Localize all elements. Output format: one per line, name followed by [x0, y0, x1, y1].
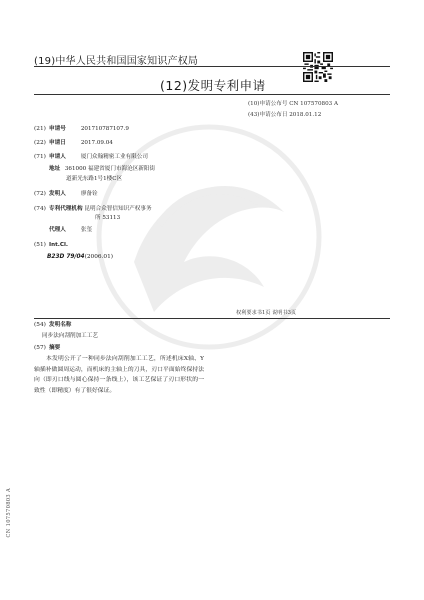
abstract-divider: [34, 318, 390, 319]
field-label: 申请人: [49, 154, 66, 160]
header-divider: [34, 66, 390, 67]
field-label: 发明人: [49, 191, 66, 197]
field-label: 申请号: [49, 126, 66, 132]
field-code: (51): [34, 242, 46, 248]
ipc-classification: [47, 254, 113, 260]
invention-title: 同步法向刮削加工工艺: [42, 333, 98, 339]
agency-name-line-2: 所 53113: [95, 215, 121, 221]
inventor-name: 廖备铨: [80, 191, 98, 197]
int-cl-row: [34, 241, 79, 250]
application-number-row: [34, 125, 129, 134]
application-date: 2017.09.04: [80, 140, 113, 146]
field-label: 申请日: [49, 140, 66, 146]
field-code: (72): [34, 191, 46, 197]
field-label: 地址: [49, 166, 61, 172]
field-label: Int.Cl.: [49, 242, 69, 248]
document-type: (12)发明专利申请: [160, 78, 266, 93]
abstract-text: 本发明公开了一种同步法向刮削加工工艺，所述机床X轴、Y轴插补做圆周运动，而机床的主轴上的刀具，刃口平面始终保持法向（即刃口线与圆心保持一条线上），该工艺保证了刃口形状的一致性（即精度）有了很好保证。: [34, 356, 204, 394]
field-code: (57): [34, 345, 46, 351]
field-label: 发明名称: [49, 322, 72, 328]
inventor-row: [34, 190, 98, 199]
pages-note: 权利要求书1页 说明书3页: [236, 310, 297, 316]
field-code: (74): [34, 206, 46, 212]
address-line-1: 361000 福建省厦门市海沧区新阳街: [64, 166, 156, 172]
ipc-version: (2006.01): [84, 254, 114, 260]
abstract-head: [34, 344, 60, 353]
field-code: (22): [34, 140, 46, 146]
agent-row: [49, 226, 92, 235]
field-label: 专利代理机构: [49, 206, 83, 212]
agent-name: 张玺: [80, 227, 93, 233]
watermark-emblem-icon: [84, 112, 334, 362]
agency-row: [34, 205, 152, 214]
field-label: 代理人: [49, 227, 66, 233]
application-date-row: [34, 139, 113, 148]
field-code: (71): [34, 154, 46, 160]
office-title: (19)中华人民共和国国家知识产权局: [34, 56, 199, 67]
address-line-2: 道新光东路1号1楼C区: [66, 176, 123, 182]
applicant-name: 厦门众翰精密工业有限公司: [80, 154, 148, 160]
side-publication-label: CN 107570803 A: [6, 488, 12, 538]
field-label: 摘要: [49, 345, 61, 351]
ipc-code: B23D 79/04: [47, 254, 85, 260]
application-number: 201710787107.9: [80, 126, 129, 132]
field-code: (54): [34, 322, 46, 328]
agency-name-line-1: 昆明合众智信知识产权事务: [84, 206, 152, 212]
title-divider: [34, 94, 390, 95]
invention-title-head: [34, 321, 71, 330]
applicant-row: [34, 153, 148, 162]
address-row: [49, 165, 155, 174]
publication-number: (10)申请公布号 CN 107570803 A: [248, 101, 339, 107]
field-code: (21): [34, 126, 46, 132]
qr-code-icon: [303, 52, 333, 82]
publication-date: (43)申请公布日 2018.01.12: [248, 112, 322, 118]
